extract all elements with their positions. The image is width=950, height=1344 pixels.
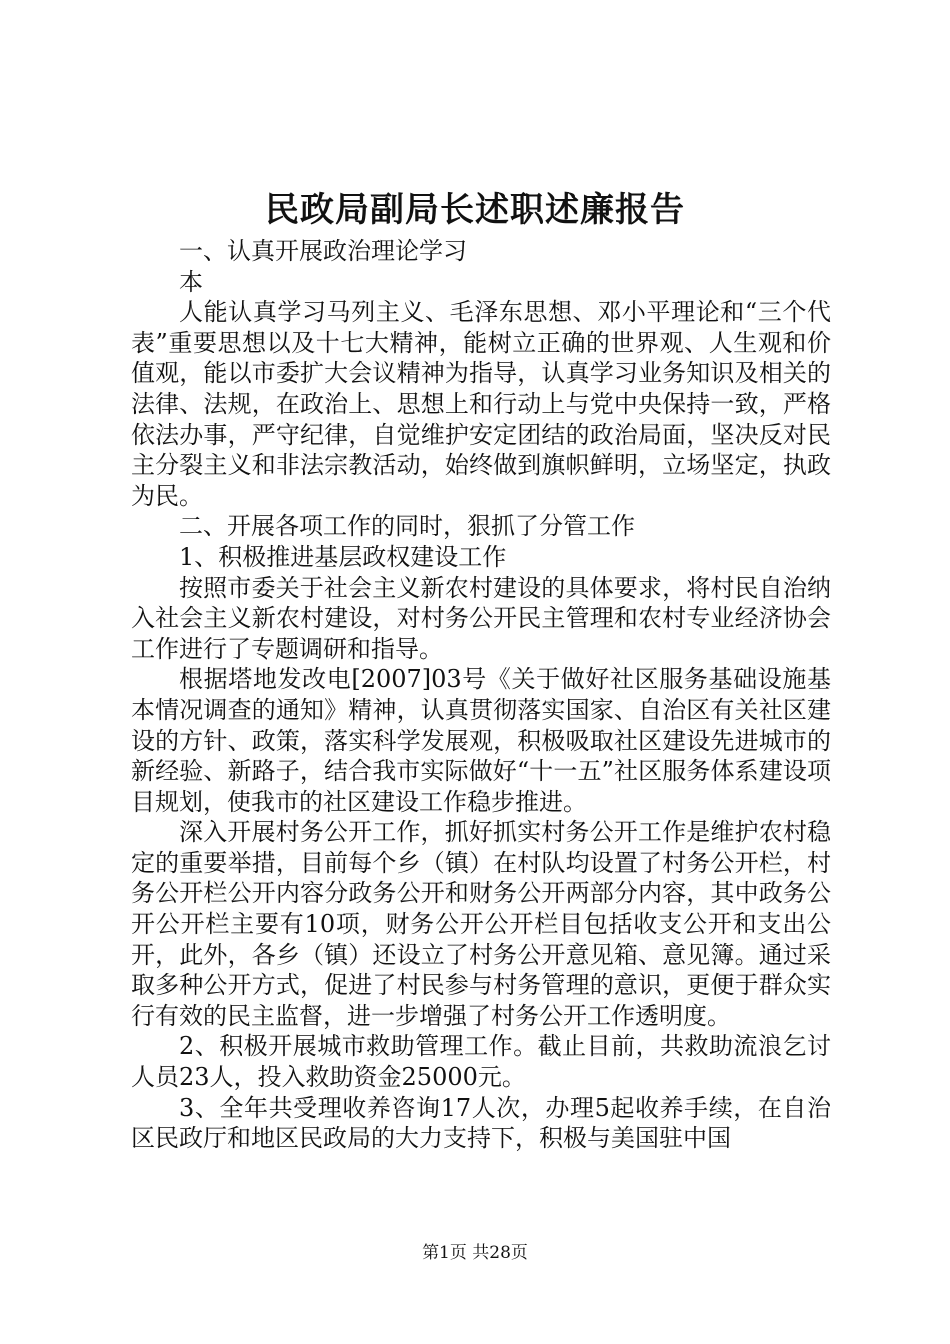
paragraph: 3、全年共受理收养咨询17人次，办理5起收养手续，在自治区民政厅和地区民政局的大力支持下，积极与美国驻中国 xyxy=(131,1093,831,1153)
section-heading-1: 一、认真开展政治理论学习 xyxy=(179,237,467,265)
document-body xyxy=(131,236,831,1154)
document-title: 民政局副局长述职述廉报告 xyxy=(265,190,685,230)
section-heading-2: 二、开展各项工作的同时，狠抓了分管工作 xyxy=(179,512,635,541)
page-number-footer: 第1页 共28页 xyxy=(422,1243,528,1263)
paragraph: 人能认真学习马列主义、毛泽东思想、邓小平理论和“三个代表”重要思想以及十七大精神，能树立正确的世界观、人生观和价值观，能以市委扩大会议精神为指导，认真学习业务知识及相关的法律、法规，在政治上、思想上和行动上与党中央保持一致，严格依法办事，严守纪律，自觉维护安定团结的政治局面，坚决反对民主分裂主义和非法宗教活动，始终做到旗帜鲜明，立场坚定，执政为民。 xyxy=(131,298,831,510)
subsection-heading-1: 1、积极推进基层政权建设工作 xyxy=(179,542,507,571)
paragraph: 根据塔地发改电[2007]03号《关于做好社区服务基础设施基本情况调查的通知》精神，认真贯彻落实国家、自治区有关社区建设的方针、政策，落实科学发展观，积极吸取社区建设先进城市的新经验、新路子，结合我市实际做好“十一五”社区服务体系建设项目规划，使我市的社区建设工作稳步推进。 xyxy=(131,665,831,816)
paragraph: 2、积极开展城市救助管理工作。截止目前，共救助流浪乞讨人员23人，投入救助资金25000元。 xyxy=(131,1032,831,1092)
paragraph: 深入开展村务公开工作，抓好抓实村务公开工作是维护农村稳定的重要举措，目前每个乡（镇）在村队均设置了村务公开栏，村务公开栏公开内容分政务公开和财务公开两部分内容，其中政务公开公开栏主要有10项，财务公开公开栏目包括收支公开和支出公开，此外，各乡（镇）还设立了村务公开意见箱、意见簿。通过采取多种公开方式，促进了村民参与村务管理的意识，更便于群众实行有效的民主监督，进一步增强了村务公开工作透明度。 xyxy=(131,818,831,1030)
paragraph: 按照市委关于社会主义新农村建设的具体要求，将村民自治纳入社会主义新农村建设，对村务公开民主管理和农村专业经济协会工作进行了专题调研和指导。 xyxy=(131,573,831,663)
paragraph-fragment: 本 xyxy=(179,267,203,296)
